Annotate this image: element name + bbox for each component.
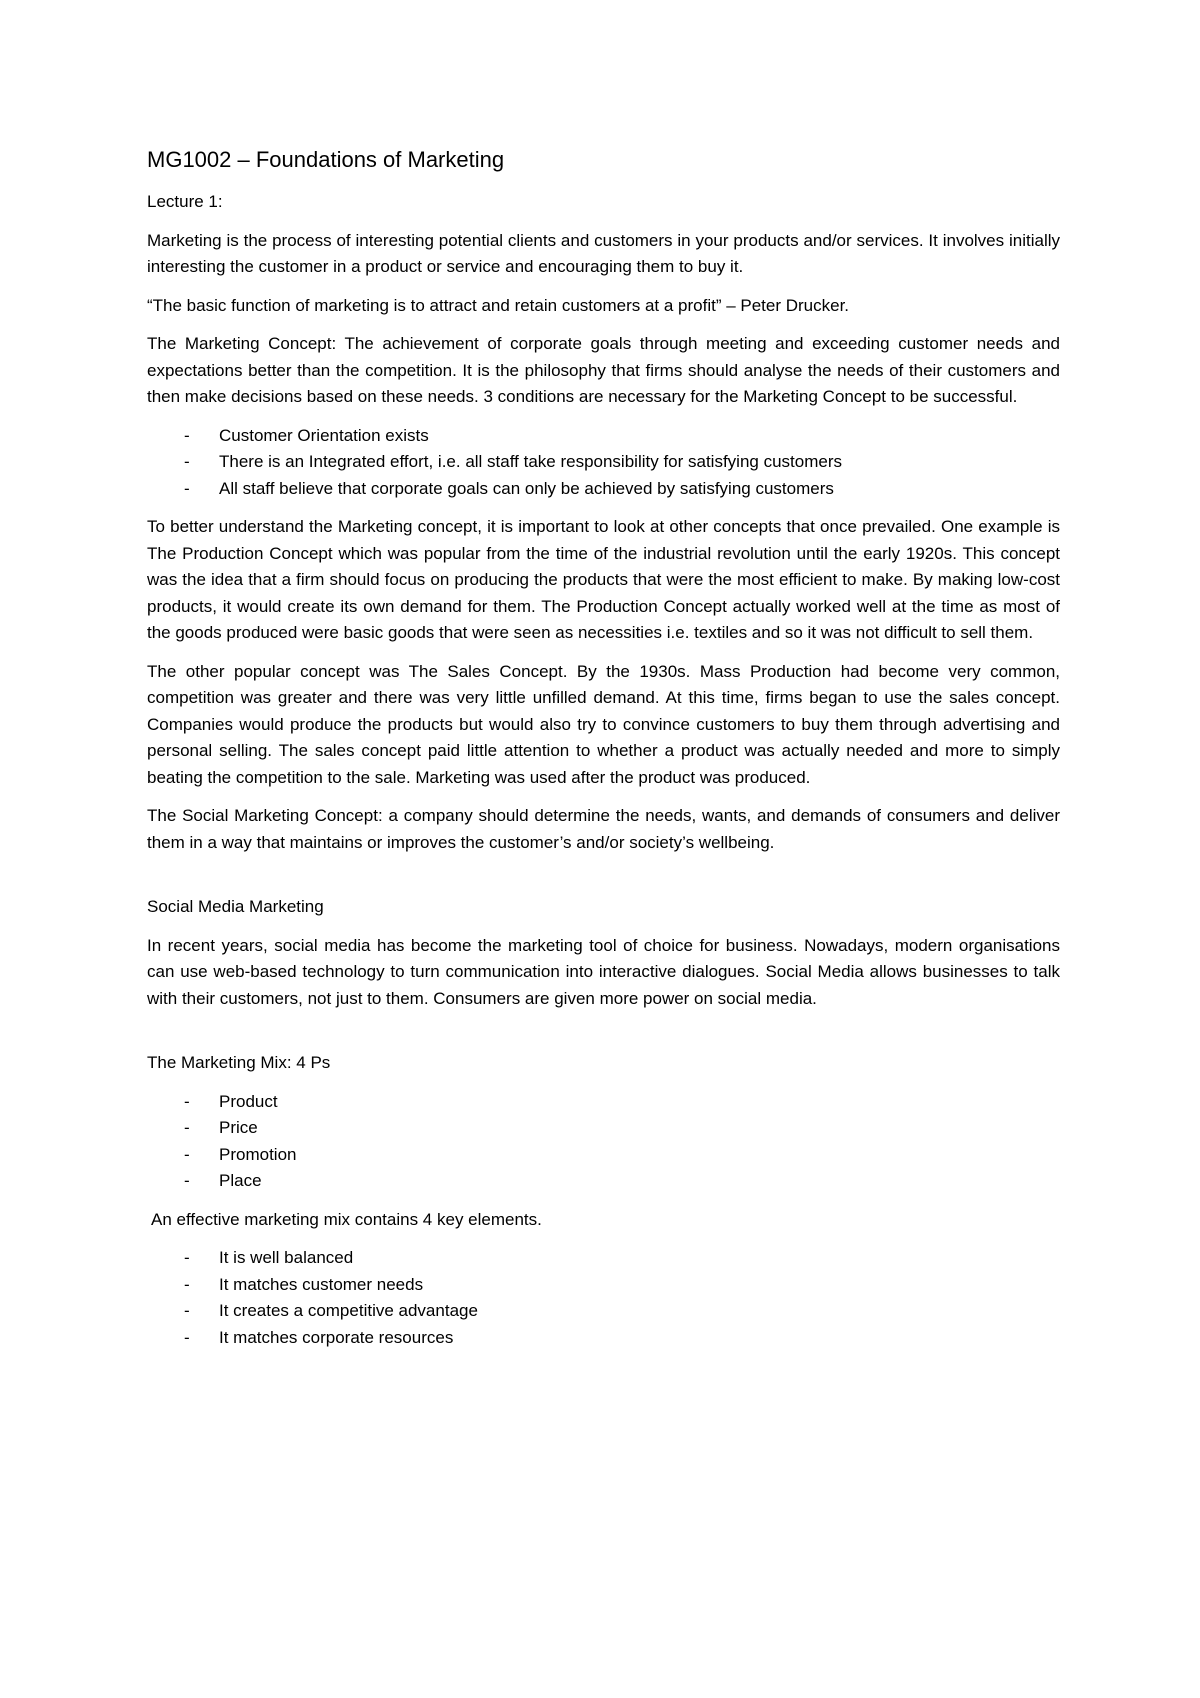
drucker-quote: “The basic function of marketing is to attract and retain customers at a profit” – Peter Drucker. bbox=[147, 295, 850, 315]
effective-mix-intro: An effective marketing mix contains 4 key elements. bbox=[151, 1209, 542, 1229]
list-item bbox=[147, 1325, 1060, 1352]
document-body bbox=[147, 145, 1060, 1363]
list-item-text: Price bbox=[219, 1118, 258, 1137]
document-title: MG1002 – Foundations of Marketing bbox=[147, 147, 505, 172]
social-media-heading: Social Media Marketing bbox=[147, 897, 324, 916]
effective-mix-list bbox=[147, 1245, 1060, 1351]
list-item bbox=[147, 1142, 1060, 1169]
dash-bullet: - bbox=[184, 452, 190, 471]
list-item-text: It is well balanced bbox=[219, 1248, 354, 1267]
list-item-text: Place bbox=[219, 1171, 262, 1190]
social-media-paragraph: In recent years, social media has become the marketing tool of choice for business. Nowadays, modern organisations can use web-based technology to turn communication into interactive dialogues. Social Media allows businesses to talk with their customers, not just to them. Consumers are given more power on social media. bbox=[147, 935, 1060, 1008]
list-item bbox=[147, 1115, 1060, 1142]
list-item-text: It matches corporate resources bbox=[219, 1327, 454, 1347]
dash-bullet: - bbox=[184, 425, 190, 445]
spacer bbox=[147, 868, 1060, 894]
conditions-list bbox=[147, 423, 1060, 503]
list-item bbox=[147, 1245, 1060, 1272]
list-item bbox=[147, 476, 1060, 503]
sales-concept-paragraph: The other popular concept was The Sales Concept. By the 1930s. Mass Production had become very common, competition was greater and there was very little unfilled demand. At this time, firms began to use the sales concept. Companies would produce the products but would also try to convince customers to buy them through advertising and personal selling. The sales concept paid little attention to whether a product was actually needed and more to simply beating the competition to the sale. Marketing was used after the product was produced. bbox=[147, 661, 1060, 787]
list-item bbox=[147, 1298, 1060, 1325]
list-item-text: It matches customer needs bbox=[219, 1274, 424, 1294]
dash-bullet: - bbox=[184, 1171, 190, 1190]
list-item-text: All staff believe that corporate goals can only be achieved by satisfying customers bbox=[219, 478, 834, 498]
four-ps-list bbox=[147, 1089, 1060, 1195]
marketing-mix-heading: The Marketing Mix: 4 Ps bbox=[147, 1053, 331, 1072]
dash-bullet: - bbox=[184, 1301, 190, 1320]
dash-bullet: - bbox=[184, 478, 190, 498]
dash-bullet: - bbox=[184, 1274, 190, 1294]
list-item bbox=[147, 1272, 1060, 1299]
dash-bullet: - bbox=[184, 1144, 190, 1164]
list-item-text: Promotion bbox=[219, 1144, 297, 1164]
list-item bbox=[147, 1089, 1060, 1116]
list-item bbox=[147, 449, 1060, 476]
lecture-heading: Lecture 1: bbox=[147, 192, 223, 211]
list-item-text: It creates a competitive advantage bbox=[219, 1301, 478, 1320]
dash-bullet: - bbox=[184, 1091, 190, 1111]
social-marketing-paragraph: The Social Marketing Concept: a company should determine the needs, wants, and demands of consumers and deliver them in a way that maintains or improves the customer’s and/or society’s wellbeing. bbox=[147, 806, 1060, 852]
list-item-text: There is an Integrated effort, i.e. all staff take responsibility for satisfying customers bbox=[219, 452, 842, 471]
spacer bbox=[147, 1024, 1060, 1050]
list-item-text: Customer Orientation exists bbox=[219, 425, 429, 445]
production-concept-paragraph: To better understand the Marketing concept, it is important to look at other concepts that once prevailed. One example is The Production Concept which was popular from the time of the industrial revolution until the early 1920s. This concept was the idea that a firm should focus on producing the products that were the most efficient to make. By making low-cost products, it would create its own demand for them. The Production Concept actually worked well at the time as most of the goods produced were basic goods that were seen as necessities i.e. textiles and so it was not difficult to sell them. bbox=[147, 517, 1060, 642]
list-item bbox=[147, 423, 1060, 450]
dash-bullet: - bbox=[184, 1327, 190, 1347]
list-item bbox=[147, 1168, 1060, 1195]
marketing-concept-paragraph: The Marketing Concept: The achievement of corporate goals through meeting and exceeding customer needs and expectations better than the competition. It is the philosophy that firms should analyse the needs of their customers and then make decisions based on these needs. 3 conditions are necessary for the Marketing Concept to be successful. bbox=[147, 334, 1060, 406]
intro-paragraph: Marketing is the process of interesting potential clients and customers in your products and/or services. It involves initially interesting the customer in a product or service and encouraging them to buy it. bbox=[147, 230, 1060, 276]
list-item-text: Product bbox=[219, 1091, 278, 1111]
dash-bullet: - bbox=[184, 1248, 190, 1267]
dash-bullet: - bbox=[184, 1118, 190, 1137]
